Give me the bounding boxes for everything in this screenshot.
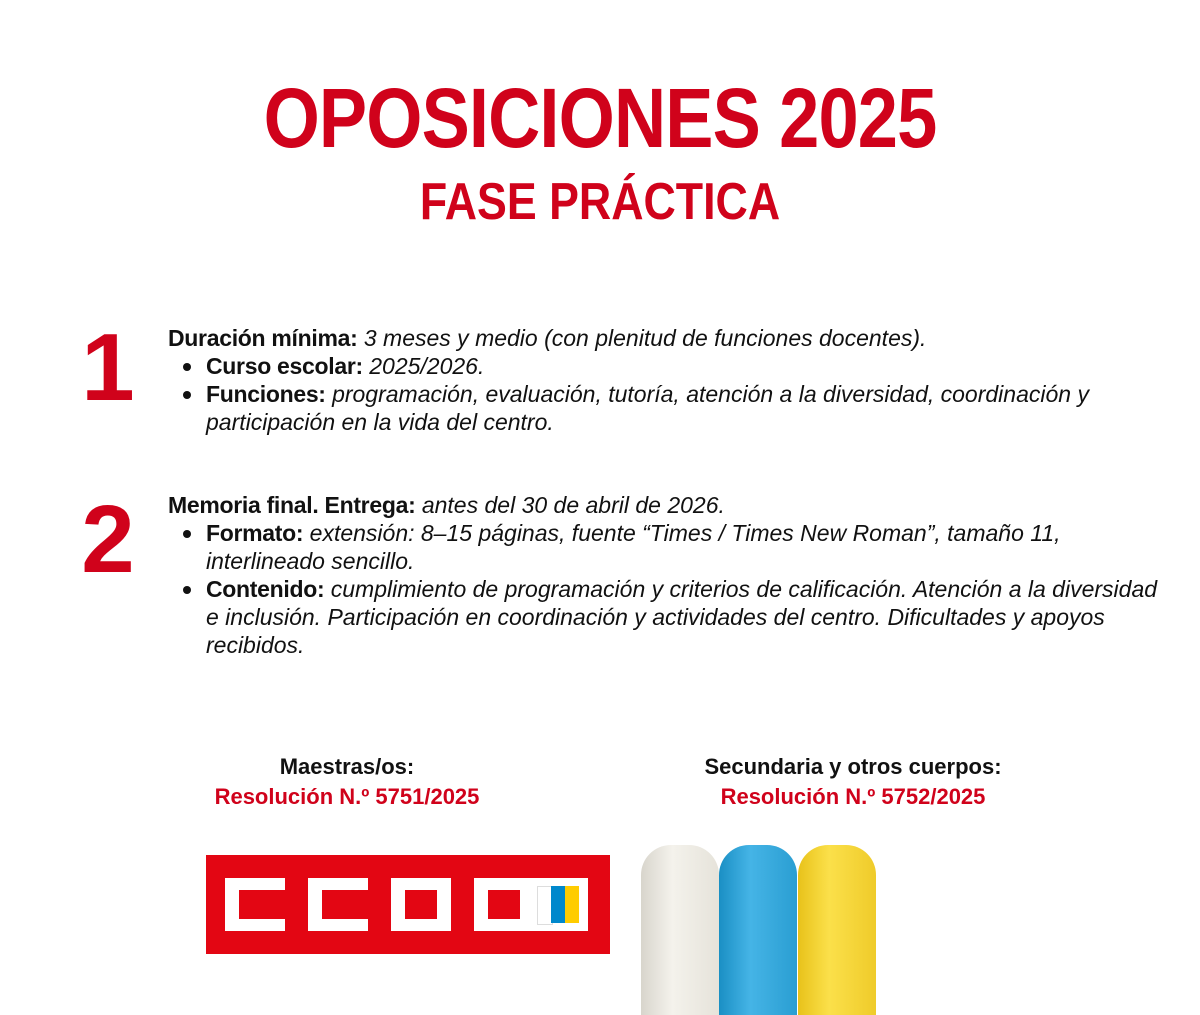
list-item [206,352,1158,380]
section-1-lead [168,324,1158,352]
section-1 [168,324,1158,436]
section-2-lead-text: antes del 30 de abril de 2026. [421,492,725,518]
section-number-1: 1 [81,314,135,421]
section-2-lead-label: Memoria final. Entrega: [168,492,416,518]
resolution-number: Resolución N.º 5752/2025 [720,784,986,809]
resolution-heading: Secundaria y otros cuerpos: [704,754,1002,779]
ccoo-logo [206,855,610,954]
resolution-heading: Maestras/os: [279,754,415,779]
item-label: Formato: [206,520,304,546]
section-number-2: 2 [81,486,135,593]
resolution-maestros [197,752,497,812]
resolution-number: Resolución N.º 5751/2025 [214,784,480,809]
section-1-lead-text: 3 meses y medio (con plenitud de funciones docentes). [363,325,927,351]
section-2-lead [168,491,1158,519]
resolution-secundaria [683,752,1023,812]
list-item [206,575,1158,659]
section-1-lead-label: Duración mínima: [168,325,358,351]
flag-icon [528,878,588,931]
item-text: 2025/2026. [369,353,485,379]
item-text: extensión: 8–15 páginas, fuente “Times / Times New Roman”, tamaño 11, interlineado sencillo. [206,520,1061,574]
item-text: cumplimiento de programación y criterios de calificación. Atención a la diversidad e inclusión. Participación en coordinación y actividades del centro. Dificultades y apoyos recibidos. [206,576,1158,658]
page-subtitle: FASE PRÁCTICA [419,173,781,231]
item-text: programación, evaluación, tutoría, atención a la diversidad, coordinación y participación en la vida del centro. [206,381,1089,435]
list-item [206,519,1158,575]
item-label: Curso escolar: [206,353,363,379]
page-title: OPOSICIONES 2025 [263,71,937,165]
item-label: Funciones: [206,381,326,407]
item-label: Contenido: [206,576,325,602]
list-item [206,380,1158,436]
section-2 [168,491,1158,659]
